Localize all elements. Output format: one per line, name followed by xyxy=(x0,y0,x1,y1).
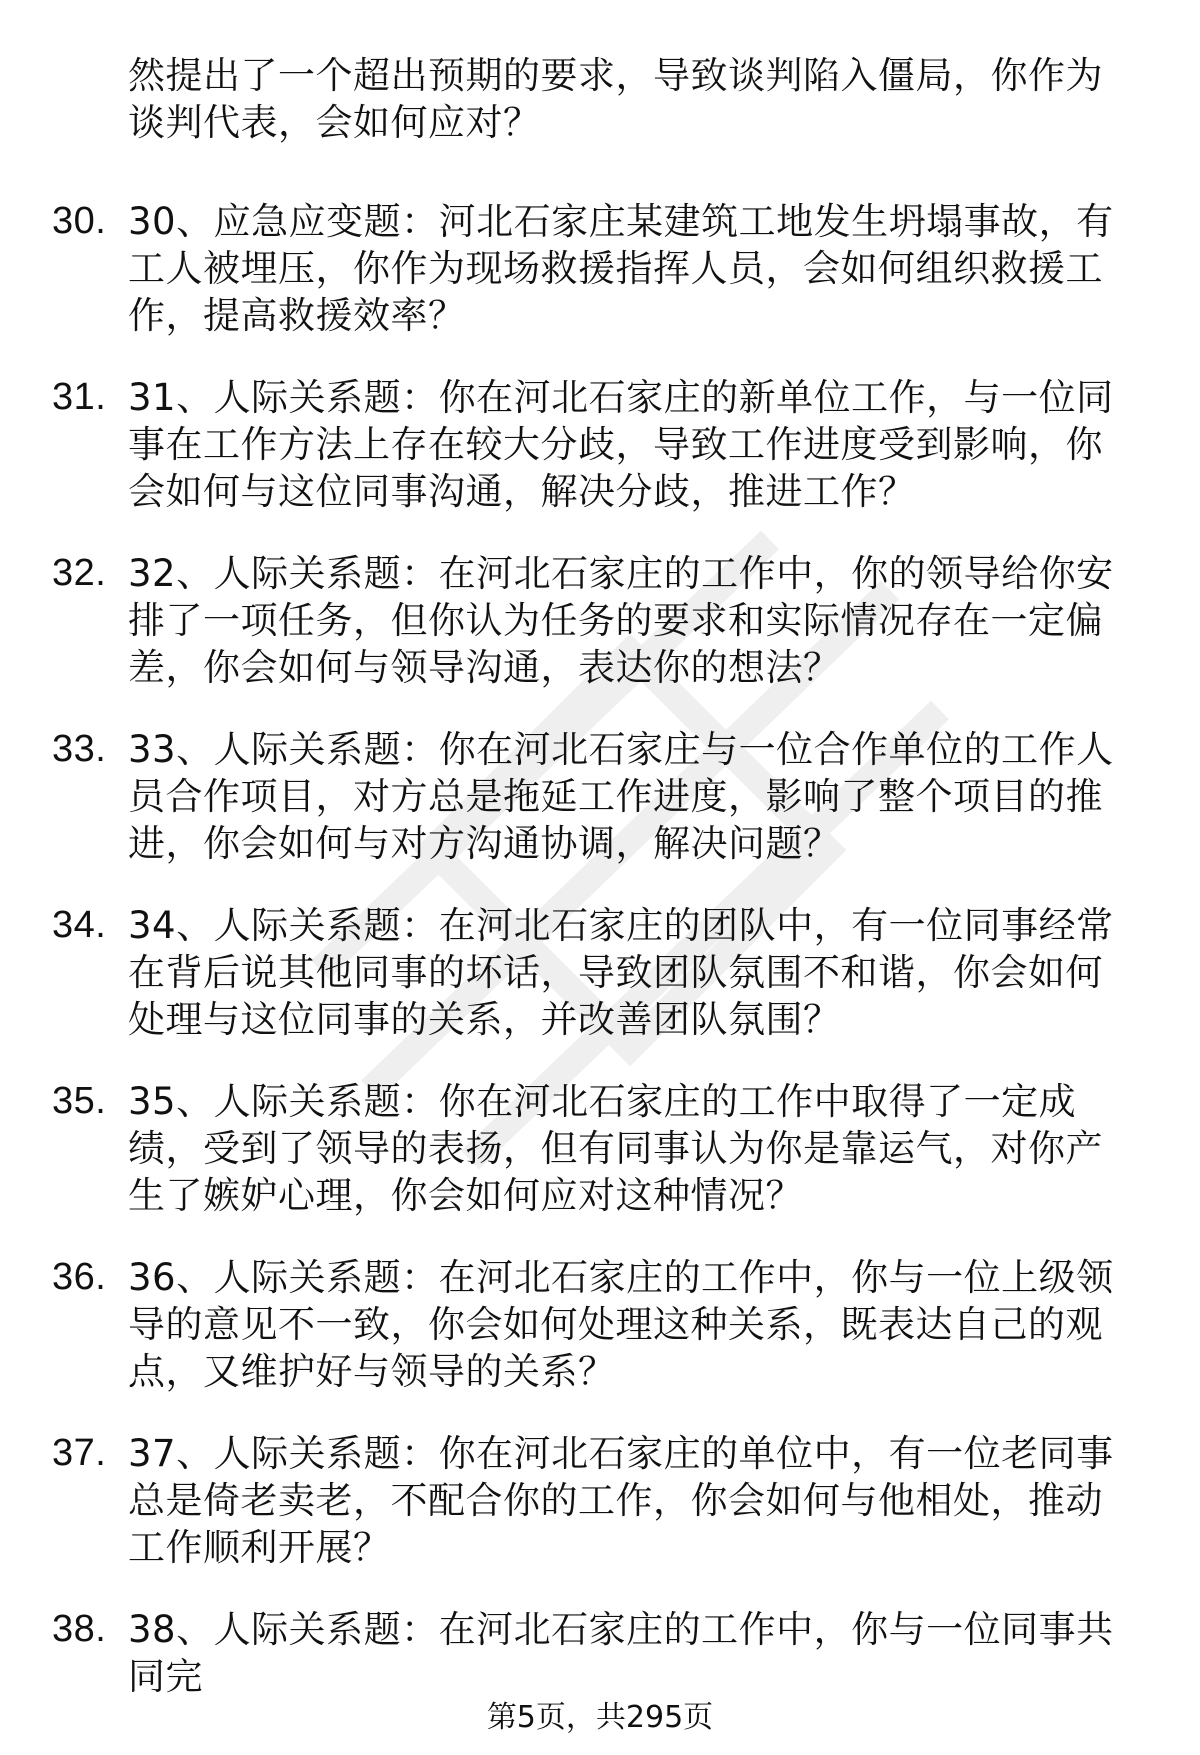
item-number: 36. xyxy=(52,1256,107,1298)
list-item xyxy=(52,902,1142,1043)
question-text: 32、人际关系题：在河北石家庄的工作中，你的领导给你安排了一项任务，但你认为任务的要求和实际情况存在一定偏差，你会如何与领导沟通，表达你的想法？ xyxy=(128,552,1114,689)
item-number: 33. xyxy=(52,728,107,770)
question-text: 36、人际关系题：在河北石家庄的工作中，你与一位上级领导的意见不一致，你会如何处理这种关系，既表达自己的观点，又维护好与领导的关系？ xyxy=(128,1256,1114,1393)
item-number: 37. xyxy=(52,1432,107,1474)
item-number: 32. xyxy=(52,552,107,594)
list-item xyxy=(52,550,1142,691)
item-number: 30. xyxy=(52,200,107,242)
continuation-paragraph: 然提出了一个超出预期的要求，导致谈判陷入僵局，你作为谈判代表，会如何应对？ xyxy=(128,54,1103,144)
list-item xyxy=(52,1606,1142,1700)
list-item xyxy=(52,374,1142,515)
question-text: 37、人际关系题：你在河北石家庄的单位中，有一位老同事总是倚老卖老，不配合你的工作，你会如何与他相处，推动工作顺利开展？ xyxy=(128,1432,1114,1569)
page-footer: 第5页，共295页 xyxy=(486,1700,714,1735)
item-number: 35. xyxy=(52,1080,107,1122)
question-text: 30、应急应变题：河北石家庄某建筑工地发生坍塌事故，有工人被埋压，你作为现场救援指挥人员，会如何组织救援工作，提高救援效率？ xyxy=(128,200,1114,337)
list-item xyxy=(52,198,1142,339)
list-item xyxy=(52,726,1142,867)
question-text: 38、人际关系题：在河北石家庄的工作中，你与一位同事共同完 xyxy=(128,1608,1114,1698)
item-number: 34. xyxy=(52,904,107,946)
question-text: 33、人际关系题：你在河北石家庄与一位合作单位的工作人员合作项目，对方总是拖延工作进度，影响了整个项目的推进，你会如何与对方沟通协调，解决问题？ xyxy=(128,728,1114,865)
question-text: 34、人际关系题：在河北石家庄的团队中，有一位同事经常在背后说其他同事的坏话，导致团队氛围不和谐，你会如何处理与这位同事的关系，并改善团队氛围？ xyxy=(128,904,1114,1041)
question-text: 31、人际关系题：你在河北石家庄的新单位工作，与一位同事在工作方法上存在较大分歧，导致工作进度受到影响，你会如何与这位同事沟通，解决分歧，推进工作？ xyxy=(128,376,1114,513)
item-number: 38. xyxy=(52,1608,107,1650)
list-item xyxy=(52,1078,1142,1219)
question-list xyxy=(52,198,1142,1735)
list-item xyxy=(52,1430,1142,1571)
list-item xyxy=(52,1254,1142,1395)
question-text: 35、人际关系题：你在河北石家庄的工作中取得了一定成绩，受到了领导的表扬，但有同事认为你是靠运气，对你产生了嫉妒心理，你会如何应对这种情况？ xyxy=(128,1080,1103,1217)
item-number: 31. xyxy=(52,376,107,418)
